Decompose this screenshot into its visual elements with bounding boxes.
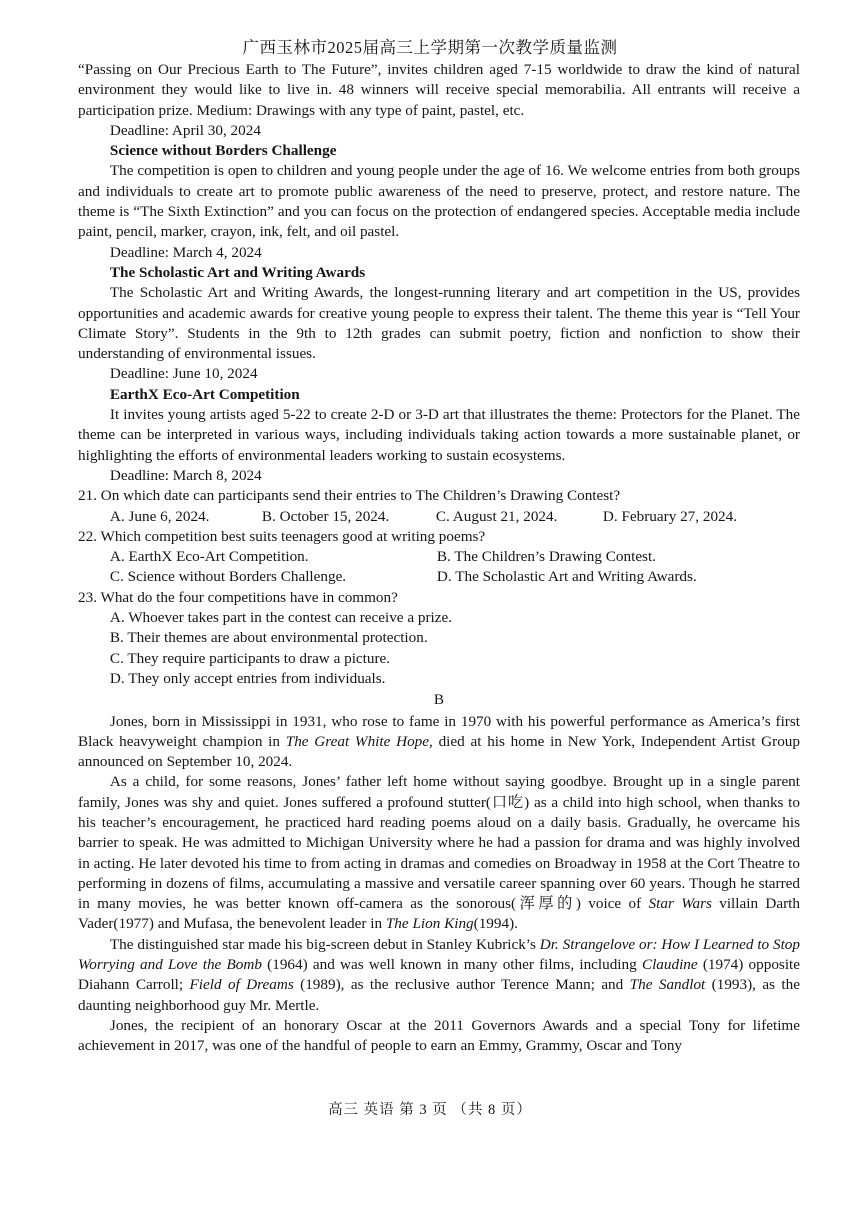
option-21-a: A. June 6, 2024. [109,507,210,525]
competition-title-scholastic: The Scholastic Art and Writing Awards [109,263,366,281]
competition-title-earthx: EarthX Eco-Art Competition [109,385,300,403]
deadline-scholastic: Deadline: June 10, 2024 [109,365,258,383]
film-title: Dr. Strangelove or: How I Learned to Stop Worrying and Love the Bomb [78,935,800,974]
option-23-c: C. They require participants to draw a picture. [109,649,391,667]
deadline-earthx: Deadline: March 8, 2024 [109,466,262,484]
film-title: The Sandlot [629,976,706,994]
passage-b-paragraph-1: Jones, born in Mississippi in 1931, who rose to fame in 1970 with his powerful performance as America’s first Black heavyweight champion in The Great White Hope, died at his home in New York, Independent Artist Group announced on September 10, 2024. [78,712,800,771]
competition-body-scholastic: The Scholastic Art and Writing Awards, the longest-running literary and art competition in the US, provides opportunities and academic awards for creative young people to express their talent. The theme this year is “Tell Your Climate Story”. Students in the 9th to 12th grades can submit poetry, fiction and nonfiction to show their understanding of environmental issues. [78,284,800,363]
question-21-options [78,507,800,527]
question-23: 23. What do the four competitions have in common? [78,588,398,606]
option-22-a: A. EarthX Eco-Art Competition. [109,548,309,566]
page-header: 广西玉林市2025届高三上学期第一次教学质量监测 [242,38,618,57]
question-22-options-row1 [78,547,800,567]
question-22-options-row2 [78,567,800,587]
passage-b-paragraph-3: The distinguished star made his big-screen debut in Stanley Kubrick’s Dr. Strangelove or: How I Learned to Stop Worrying and Love the Bomb (1964) and was well known in many other films, including Claudine (1974) opposite Diahann Carroll; Field of Dreams (1989), as the reclusive author Terence Mann; and The Sandlot (1993), as the daunting neighborhood guy Mr. Mertle. [78,935,800,1014]
option-21-d: D. February 27, 2024. [602,507,738,525]
film-title: Field of Dreams [189,976,294,994]
passage-b-paragraph-2: As a child, for some reasons, Jones’ father left home without saying goodbye. Brought up in a single parent family, Jones was shy and quiet. Jones suffered a profound stutter(口吃) as a child into high school, when thanks to his teacher’s encouragement, he practiced hard reading poems aloud on a daily basis. Gradually, he overcame his barrier to speak. He was admitted to Michigan University where he had a passion for drama and was highly involved in acting. He later devoted his time to from acting in dramas and comedies on Broadway in 1958 at the Cort Theatre to performing in dozens of films, accumulating a massive and versatile career spanning over 60 years. Though he starred in many movies, he was better known off-camera as the sonorous(浑厚的) voice of Star Wars villain Darth Vader(1977) and Mufasa, the benevolent leader in The Lion King(1994). [78,773,800,933]
film-title: The Lion King [385,915,474,933]
option-21-b: B. October 15, 2024. [261,507,390,525]
option-22-d: D. The Scholastic Art and Writing Awards. [436,568,697,586]
deadline-science: Deadline: March 4, 2024 [109,243,262,261]
intro-paragraph: “Passing on Our Precious Earth to The Future”, invites children aged 7-15 worldwide to draw the kind of natural environment they would like to live in. 48 winners will receive special memorabilia. All entrants will receive a participation prize. Medium: Drawings with any type of paint, pastel, etc. [78,61,800,119]
option-21-c: C. August 21, 2024. [435,507,558,525]
page-footer: 高三 英语 第 3 页 （共 8 页） [328,1102,532,1118]
option-22-b: B. The Children’s Drawing Contest. [436,548,656,566]
film-title: Star Wars [648,895,712,913]
option-22-c: C. Science without Borders Challenge. [109,568,347,586]
passage-b-paragraph-4: Jones, the recipient of an honorary Oscar at the 2011 Governors Awards and a special Tony for lifetime achievement in 2017, was one of the handful of people to earn an Emmy, Grammy, Oscar and Tony [78,1016,800,1055]
question-22: 22. Which competition best suits teenagers good at writing poems? [78,527,486,545]
question-21: 21. On which date can participants send their entries to The Children’s Drawing Contest? [78,487,621,505]
option-23-b: B. Their themes are about environmental protection. [109,629,428,647]
film-title: The Great White Hope [285,732,430,750]
competition-body-earthx: It invites young artists aged 5-22 to create 2-D or 3-D art that illustrates the theme: Protectors for the Planet. The theme can be interpreted in various ways, including individuals taking action towards a more sustainable planet, or highlighting the efforts of environmental leaders working to sustain ecosystems. [78,406,800,464]
section-b-heading: B [433,691,445,709]
option-23-d: D. They only accept entries from individuals. [109,669,386,687]
film-title: Claudine [641,956,698,974]
competition-title-science: Science without Borders Challenge [109,142,337,160]
competition-body-science: The competition is open to children and young people under the age of 16. We welcome entries from both groups and individuals to create art to promote public awareness of the need to preserve, protect, and restore nature. The theme is “The Sixth Extinction” and you can focus on the protection of endangered species. Acceptable media include paint, pencil, marker, crayon, ink, felt, and oil pastel. [78,162,800,241]
deadline-drawing-contest: Deadline: April 30, 2024 [109,121,261,139]
option-23-a: A. Whoever takes part in the contest can receive a prize. [109,609,453,627]
page-content [78,60,800,1057]
